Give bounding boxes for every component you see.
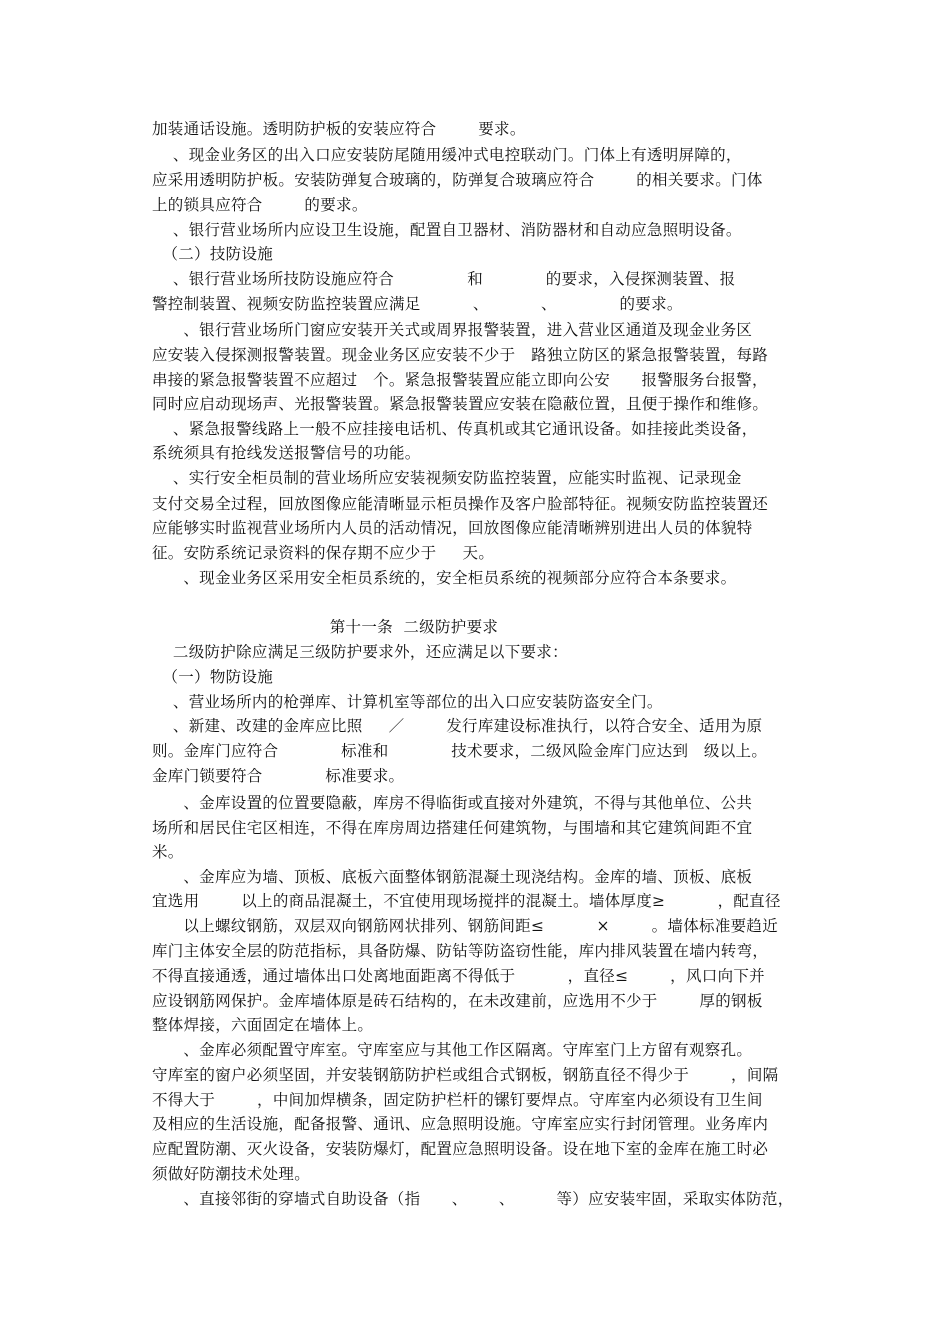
text-line: 、实行安全柜员制的营业场所应安装视频安防监控装置，应能实时监视、记录现金	[152, 469, 742, 487]
text-line: 金库门锁要符合 标准要求。	[152, 767, 405, 785]
text-line: 、银行营业场所内应设卫生设施，配置自卫器材、消防器材和自动应急照明设备。	[152, 221, 742, 239]
text-line: 、银行营业场所门窗应安装开关式或周界报警装置，进入营业区通道及现金业务区	[152, 321, 753, 339]
text-line: 及相应的生活设施，配备报警、通讯、应急照明设施。守库室应实行封闭管理。业务库内	[152, 1115, 769, 1133]
text-line: 应能够实时监视营业场所内人员的活动情况，回放图像应能清晰辨别进出人员的体貌特	[152, 519, 753, 537]
text-line: 系统须具有抢线发送报警信号的功能。	[152, 444, 421, 462]
text-line: 、金库必须配置守库室。守库室应与其他工作区隔离。守库室门上方留有观察孔。	[152, 1041, 753, 1059]
text-line: 、现金业务区的出入口应安装防尾随用缓冲式电控联动门。门体上有透明屏障的，	[152, 146, 742, 164]
text-line: 、银行营业场所技防设施应符合 和 的要求，入侵探测装置、报	[152, 270, 736, 288]
text-line: 应配置防潮、灭火设备，安装防爆灯，配置应急照明设备。设在地下室的金库在施工时必	[152, 1140, 769, 1158]
text-line: 以上螺纹钢筋，双层双向钢筋网状排列、钢筋间距≤ × 。墙体标准要趋近	[152, 917, 779, 935]
text-line: 上的锁具应符合 的要求。	[152, 196, 368, 214]
article-title: 第十一条 二级防护要求	[152, 618, 499, 636]
text-line: 应设钢筋网保护。金库墙体原是砖石结构的，在未改建前，应选用不少于 厚的钢板	[152, 992, 763, 1010]
text-line: 不得直接通透，通过墙体出口处离地面距离不得低于 ，直径≤ ，风口向下并	[152, 967, 765, 985]
text-line: 则。金库门应符合 标准和 技术要求，二级风险金库门应达到 级以上。	[152, 742, 768, 760]
text-line: 加装通话设施。透明防护板的安装应符合 要求。	[152, 120, 526, 138]
text-line: 、金库设置的位置要隐蔽，库房不得临街或直接对外建筑，不得与其他单位、公共	[152, 794, 753, 812]
text-line: 串接的紧急报警装置不应超过 个。紧急报警装置应能立即向公安 报警服务台报警，	[152, 371, 768, 389]
section-heading: （一）物防设施	[152, 668, 274, 686]
text-line: 应安装入侵探测报警装置。现金业务区应安装不少于 路独立防区的紧急报警装置，每路	[152, 346, 769, 364]
text-line: 、直接邻街的穿墙式自助设备（指 、 、 等）应安装牢固，采取实体防范，	[152, 1190, 794, 1208]
text-line: 同时应启动现场声、光报警装置。紧急报警装置应安装在隐蔽位置，且便于操作和维修。	[152, 395, 769, 413]
text-line: 征。安防系统记录资料的保存期不应少于 天。	[152, 544, 495, 562]
text-line: 、紧急报警线路上一般不应挂接电话机、传真机或其它通讯设备。如挂接此类设备，	[152, 420, 758, 438]
text-line: 整体焊接，六面固定在墙体上。	[152, 1016, 374, 1034]
text-line: 、新建、改建的金库应比照 ／ 发行库建设标准执行，以符合安全、适用为原	[152, 717, 763, 735]
text-line: 、现金业务区采用安全柜员系统的，安全柜员系统的视频部分应符合本条要求。	[152, 569, 737, 587]
text-line: 二级防护除应满足三级防护要求外，还应满足以下要求：	[152, 643, 568, 661]
text-line: 、金库应为墙、顶板、底板六面整体钢筋混凝土现浇结构。金库的墙、顶板、底板	[152, 868, 753, 886]
text-line: 、营业场所内的枪弹库、计算机室等部位的出入口应安装防盗安全门。	[152, 693, 663, 711]
text-line: 库门主体安全层的防范指标，具备防爆、防钻等防盗窃性能，库内排风装置在墙内转弯，	[152, 942, 769, 960]
text-line: 警控制装置、视频安防监控装置应满足 、 、 的要求。	[152, 295, 683, 313]
section-heading: （二）技防设施	[152, 245, 274, 263]
text-line: 守库室的窗户必须坚固，并安装钢筋防护栏或组合式钢板，钢筋直径不得少于 ，间隔	[152, 1066, 779, 1084]
text-line: 应采用透明防护板。安装防弹复合玻璃的，防弹复合玻璃应符合 的相关要求。门体	[152, 171, 763, 189]
text-line: 不得大于 ，中间加焊横条，固定防护栏杆的镙钉要焊点。守库室内必须设有卫生间	[152, 1091, 763, 1109]
text-line: 支付交易全过程，回放图像应能清晰显示柜员操作及客户脸部特征。视频安防监控装置还	[152, 495, 769, 513]
text-line: 场所和居民住宅区相连，不得在库房周边搭建任何建筑物，与围墙和其它建筑间距不宜	[152, 819, 753, 837]
text-line: 米。	[152, 843, 184, 861]
text-line: 宜选用 以上的商品混凝土，不宜使用现场搅拌的混凝土。墙体厚度≥ ，配直径	[152, 892, 781, 910]
text-line: 须做好防潮技术处理。	[152, 1165, 311, 1183]
